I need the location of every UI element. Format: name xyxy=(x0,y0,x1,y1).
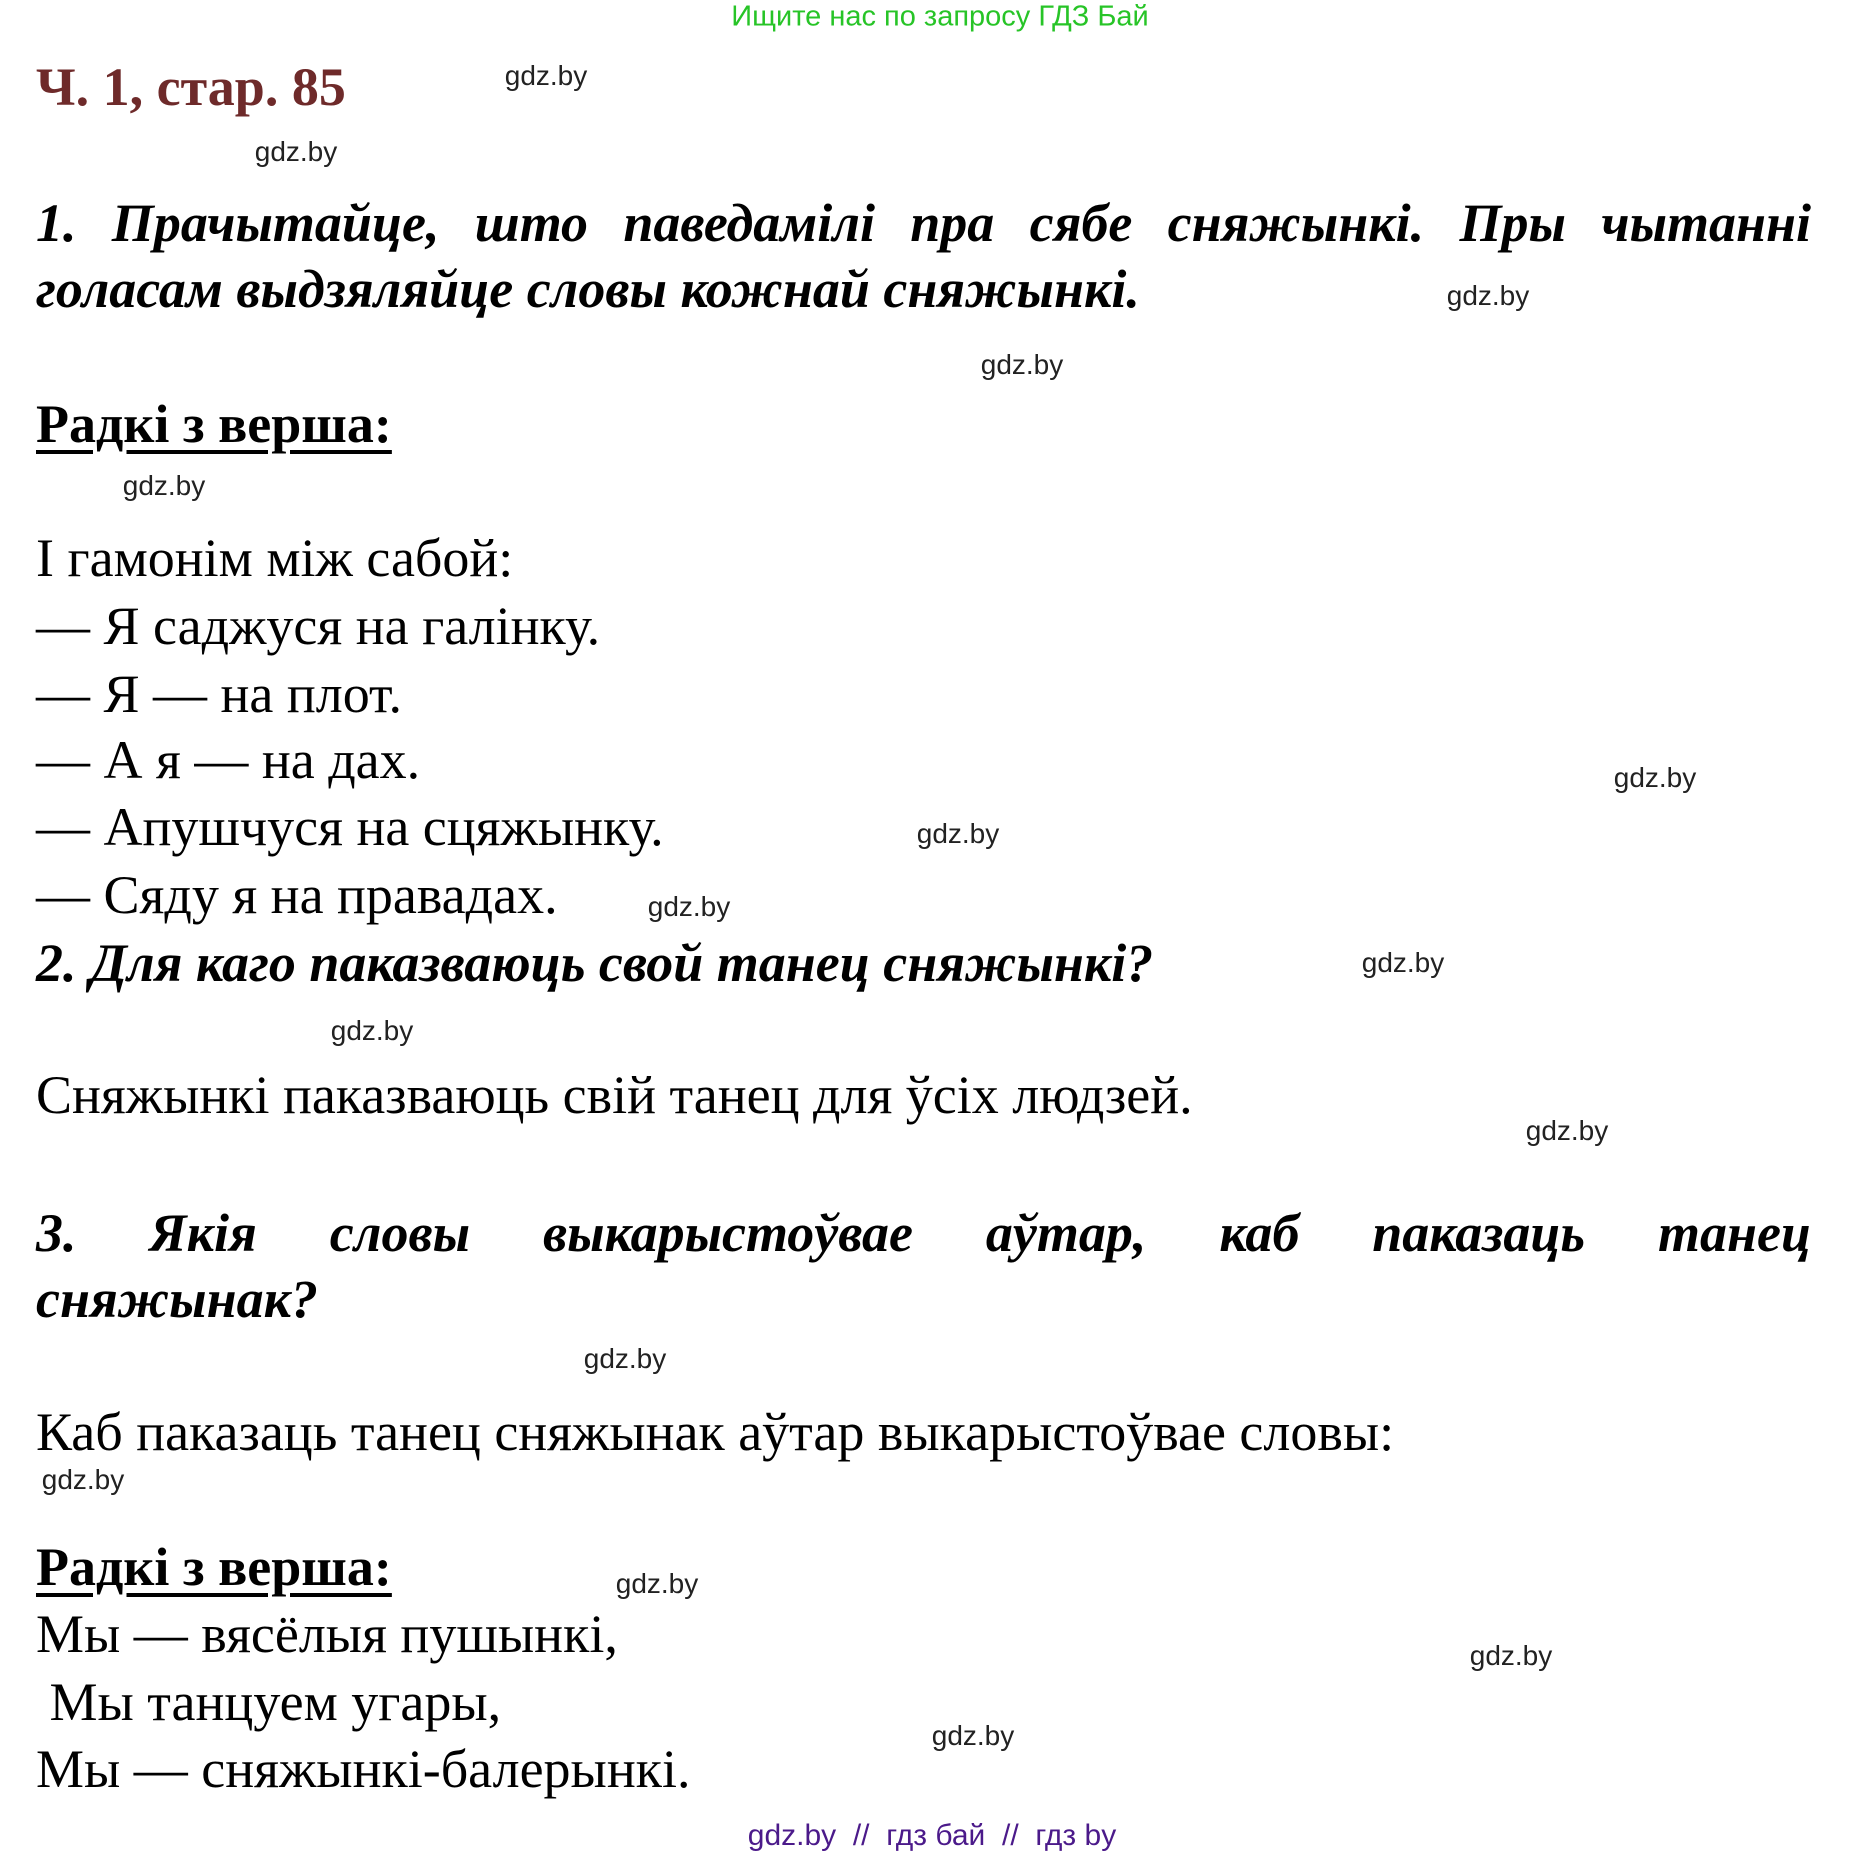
poem-line: — Я — на плот. xyxy=(36,664,403,724)
search-banner: Ищите нас по запросу ГДЗ Бай xyxy=(731,0,1149,33)
watermark: gdz.by xyxy=(916,818,1000,849)
watermark: gdz.by xyxy=(1613,762,1697,793)
watermark: gdz.by xyxy=(122,470,206,501)
question-1-line-2: голасам выдзяляйце словы кожнай сняжынкі. xyxy=(36,259,1140,319)
watermark: gdz.by xyxy=(583,1343,667,1374)
watermark: gdz.by xyxy=(330,1015,414,1046)
answer-2: Сняжынкі паказваюць свій танец для ўсіх людзей. xyxy=(36,1065,1193,1125)
question-1-line-1: 1. Прачытайце, што паведамілі пра сябе сняжынкі. Пры чытанні xyxy=(36,193,1811,253)
section-heading: Радкі з верша: xyxy=(36,1537,392,1597)
watermark: gdz.by xyxy=(41,1464,125,1495)
watermark: gdz.by xyxy=(1361,947,1445,978)
page-title: Ч. 1, стар. 85 xyxy=(36,57,346,117)
watermark: gdz.by xyxy=(1469,1640,1553,1671)
poem-line: — А я — на дах. xyxy=(36,730,421,790)
poem-line: І гамонім між сабой: xyxy=(36,528,514,588)
watermark: gdz.by xyxy=(980,349,1064,380)
poem-line: Мы танцуем угары, xyxy=(36,1672,502,1732)
section-heading: Радкі з верша: xyxy=(36,394,392,454)
watermark: gdz.by xyxy=(931,1720,1015,1751)
poem-line: — Апушчуся на сцяжынку. xyxy=(36,797,664,857)
watermark: gdz.by xyxy=(1525,1115,1609,1146)
poem-line: — Я саджуся на галінку. xyxy=(36,596,601,656)
watermark: gdz.by xyxy=(647,891,731,922)
poem-line: Мы — сняжынкі-балерынкі. xyxy=(36,1739,691,1799)
watermark: gdz.by xyxy=(615,1568,699,1599)
question-3-line-2: сняжынак? xyxy=(36,1269,318,1329)
watermark: gdz.by xyxy=(1446,280,1530,311)
poem-line: Мы — вясёлыя пушынкі, xyxy=(36,1604,618,1664)
question-2: 2. Для каго паказваюць свой танец сняжынкі? xyxy=(36,933,1154,993)
answer-3: Каб паказаць танец сняжынак аўтар выкарыстоўвае словы: xyxy=(36,1402,1395,1462)
watermark: gdz.by xyxy=(504,60,588,91)
footer-links: gdz.by // гдз бай // гдз by xyxy=(747,1819,1117,1852)
poem-line: — Сяду я на правадах. xyxy=(36,865,558,925)
question-3-line-1: 3. Якія словы выкарыстоўвае аўтар, каб паказаць танец xyxy=(36,1203,1811,1263)
watermark: gdz.by xyxy=(254,136,338,167)
